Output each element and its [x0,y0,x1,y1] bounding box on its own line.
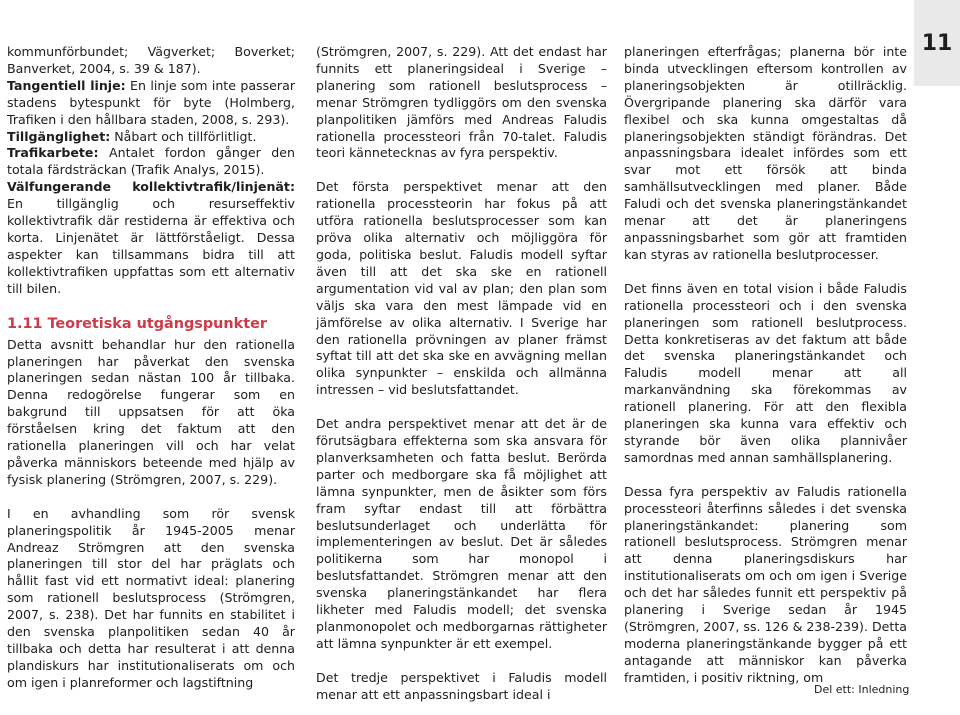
page-number: 11 [914,0,960,86]
body-paragraph: planeringen efterfrågas; planerna bör inte binda utvecklingen eftersom kontrollen av planeringsobjekten är otillräcklig. Övergripande planering ska därför vara flexibel och ska kunna omgestaltas då planeringsobjekten ständigt förändras. Det anpassningsbara idealet infördes som ett svar mot ett försök att binda samhällsutvecklingen med planer. Både Faludi och det svenska planeringstänkandet menar att det är planeringens anpassningsbarhet som gör att framtiden kan styras av rationella beslutprocesser. [624,44,907,262]
body-paragraph: Det andra perspektivet menar att det är de förutsägbara effekterna som ska ansvara för planverksamheten och fatta beslut. Berörda parter och medborgare ska få möjlighet att lämna synpunkter, men de åsikter som förs fram syftar endast till att förbättra beslutsunderlaget och underlätta för implementeringen av beslut. Det är således politikerna som har monopol i beslutsfattandet. Strömgren menar att den svenska planeringstänkandet har flera likheter med Faludis modell; det svenska planmonopolet och medborgarnas rättigheter att lämna synpunkter är ett exempel. [316,416,607,651]
body-paragraph: Detta avsnitt behandlar hur den rationella planeringen har påverkat den svenska planeringen sedan nästan 100 år tillbaka. Denna redogörelse fungerar som en bakgrund till uppsatsen för att öka förståelsen kring det faktum att den rationella planeringen vill och har velat påverka människors beteende med hjälp av fysisk planering (Strömgren, 2007, s. 229). [7,336,295,487]
column-middle [316,44,607,704]
definition-term: Trafikarbete: [7,145,99,161]
section-heading: 1.11 Teoretiska utgångspunkter [7,315,267,332]
definition-text: Antalet fordon gånger den totala färdsträckan (Trafik Analys, 2015). [7,145,295,178]
definition-text: En tillgänglig och resurseffektiv kollektivtrafik där restiderna är effektiva och korta. Linjenätet är lättförståeligt. Dessa aspekter kan tillsammans bidra till att kollektivtrafiken uppfattas som ett alternativ till bilen. [7,196,295,296]
definition-trafikarbete [7,145,295,179]
body-paragraph: I en avhandling som rör svensk planeringspolitik år 1945-2005 menar Andreaz Strömgren att den svenska planeringen till stor del har präglats och hållit fast vid ett normativt ideal: planering som rationell beslutsprocess (Strömgren, 2007, s. 238). Det har funnits en stabilitet i den svenska planpolitiken sedan 40 år tillbaka och detta har resulterat i att denna plandiskurs har institutionaliserats om och om igen i planreformer och lagstiftning [7,505,295,690]
definition-text: Nåbart och tillförlitligt. [110,128,257,144]
definition-text: En linje som inte passerar stadens bytespunkt för byte (Holmberg, Trafiken i den hållbara staden, 2008, s. 293). [7,77,295,127]
definition-tillganglighet [7,129,295,146]
paragraph-reference: kommunförbundet; Vägverket; Boverket; Banverket, 2004, s. 39 & 187). [7,44,295,76]
definition-term: Tillgänglighet: [7,128,111,144]
definition-valfungerande-kollektivtrafik [7,179,295,297]
definition-term: Tangentiell linje: [7,77,126,93]
body-paragraph: Dessa fyra perspektiv av Faludis rationella processteori återfinns således i det svenska planeringstänkandet: planering som rationell beslutsprocess. Strömgren menar att denna planeringsdiskurs har institutionaliserats om och om igen i Sverige och det har således funnit ett perspektiv på planering i Sverige sedan år 1945 (Strömgren, 2007, ss. 126 & 238-239). Detta moderna planeringstänkande bygger på ett antagande att människor kan påverka framtiden, i positiv riktning, om [624,483,907,685]
definition-term: Välfungerande kollektivtrafik/linjenät: [7,179,295,195]
column-left [7,44,295,692]
definition-tangentiell-linje [7,78,295,129]
body-paragraph: Det första perspektivet menar att den rationella processteorin har fokus på att utföra rationella beslutsprocesser som kan pröva olika alternativ och möjliggöra för goda, politiska beslut. Faludis modell syftar även till att det ska ske en rationell argumentation vid val av plan; den plan som väljs ska vara den mest lämpade vid en jämförelse av olika alternativ. I Sverige har den rationella prövningen av planer främst syftat till att det ska ske en avvägning mellan olika synpunkter – enskilda och allmänna intressen – vid beslutsfattandet. [316,179,607,398]
body-paragraph: Det finns även en total vision i både Faludis rationella processteori och i den svenska planeringen som rationell beslutprocess. Detta konkretiseras av det faktum att både det svenska planeringstänkandet och Faludis modell menar att all markanvändning ska förekommas av rationell planering. För att den flexibla planeringen ska kunna vara effektiv och styrande bör även olika plannivåer samordnas med annan samhällsplanering. [624,280,907,465]
body-paragraph: (Strömgren, 2007, s. 229). Att det endast har funnits ett planeringsideal i Sverige – planering som rationell beslutsprocess – menar Strömgren tydliggörs om den svenska planpolitiken jämförs med Andreas Faludis rationella processteori från 70-talet. Faludis teori kännetecknas av fyra perspektiv. [316,44,607,161]
body-paragraph: Det tredje perspektivet i Faludis modell menar att ett anpassningsbart ideal i [316,669,607,702]
running-footer: Del ett: Inledning [814,683,910,696]
column-right [624,44,907,687]
